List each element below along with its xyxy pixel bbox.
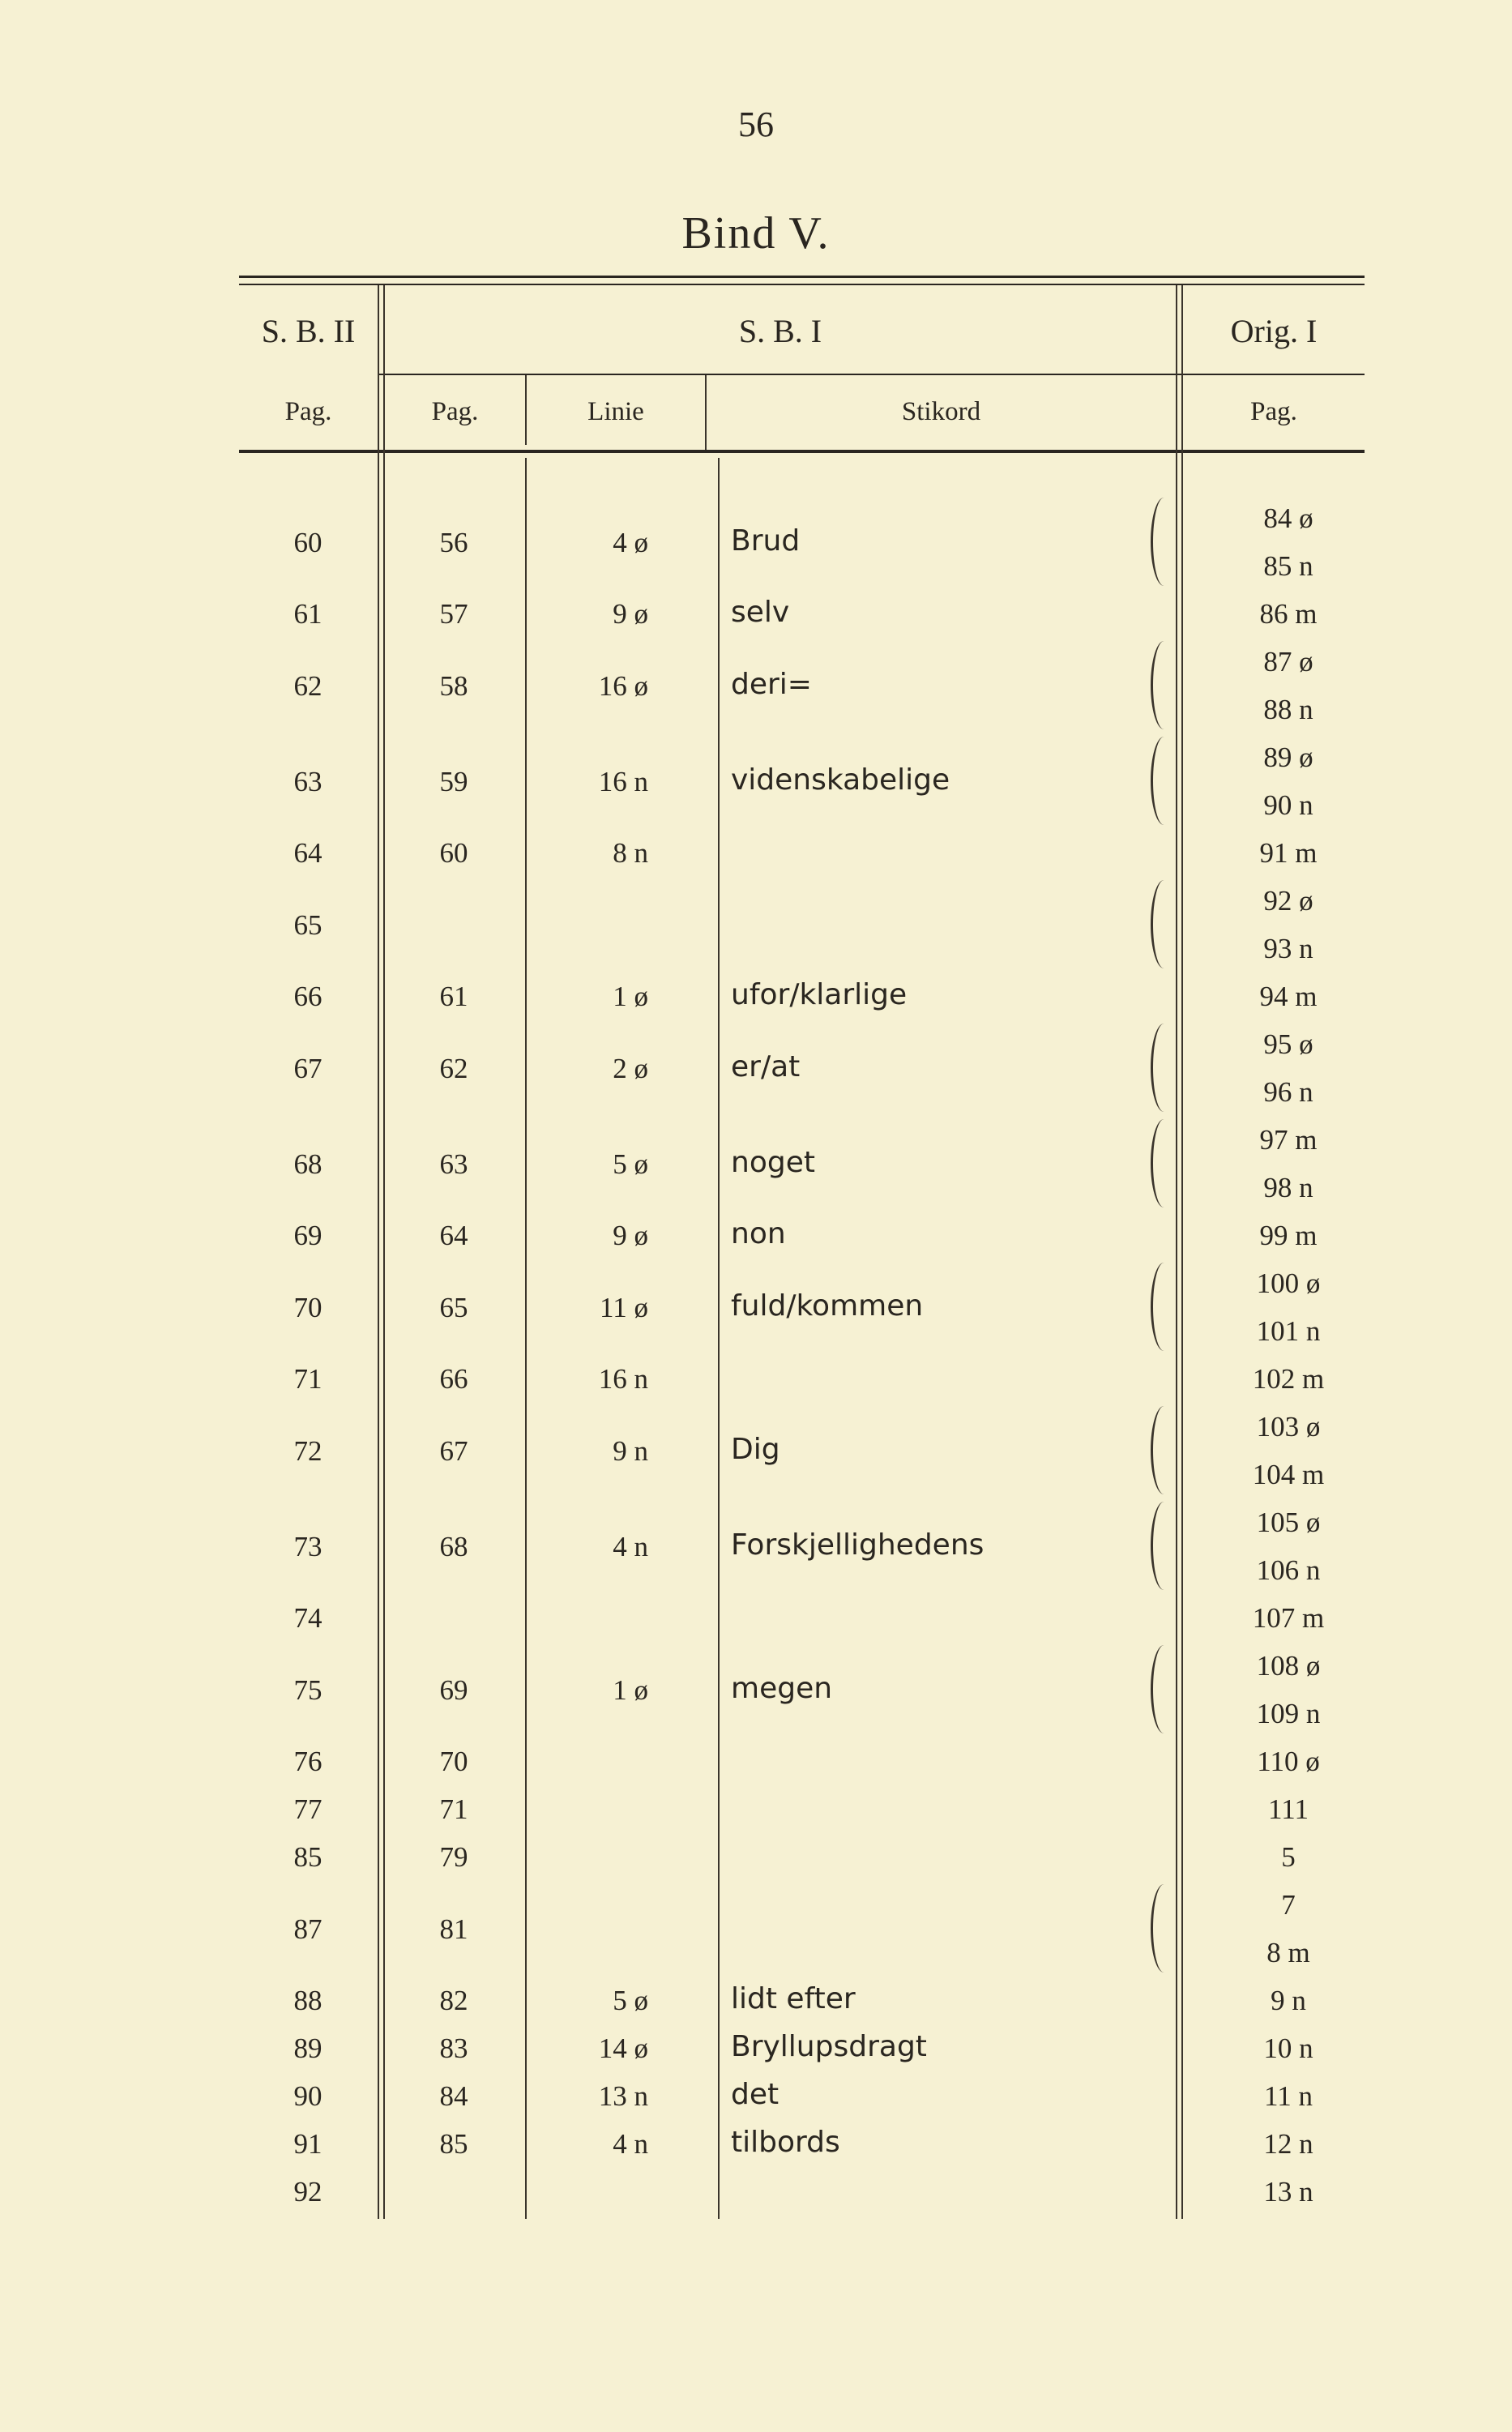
curly-brace	[1151, 1645, 1177, 1733]
sv1-pag-cell: 81	[439, 1913, 468, 1945]
linie-cell: 9 ø	[613, 598, 648, 630]
linie-cell: 4 n	[613, 2128, 648, 2160]
stikord-cell: noget	[731, 1145, 815, 1179]
curly-brace	[1151, 1024, 1177, 1112]
orig-pag-cell: 93 n	[1263, 933, 1313, 964]
orig-pag-cell: 102 m	[1252, 1363, 1325, 1395]
linie-cell: 11 ø	[600, 1291, 648, 1323]
sv2-pag-cell: 69	[293, 1220, 322, 1251]
orig-pag-cell: 110 ø	[1257, 1746, 1320, 1777]
header-group-sv1: S. B. I	[738, 313, 822, 349]
sv1-pag-cell: 68	[439, 1530, 468, 1562]
orig-pag-cell: 89 ø	[1263, 742, 1313, 773]
sv2-pag-cell: 64	[293, 837, 322, 869]
page-number: 56	[738, 105, 774, 144]
sv1-pag-cell: 57	[439, 598, 468, 630]
orig-pag-cell: 94 m	[1259, 981, 1318, 1012]
sv1-pag-cell: 59	[439, 765, 468, 797]
linie-cell: 2 ø	[613, 1052, 648, 1084]
stikord-cell: Forskjellighedens	[731, 1528, 985, 1562]
orig-pag-cell: 103 ø	[1256, 1411, 1321, 1443]
sv2-pag-cell: 75	[293, 1673, 322, 1706]
top-rule-inner	[239, 284, 1365, 285]
sv2-pag-cell: 73	[293, 1530, 322, 1562]
sv1-pag-cell: 61	[439, 981, 468, 1012]
orig-pag-cell: 109 n	[1256, 1698, 1321, 1729]
orig-pag-cell: 106 n	[1256, 1554, 1321, 1586]
stikord-cell: er/at	[731, 1049, 801, 1084]
orig-pag-cell: 101 n	[1256, 1315, 1321, 1347]
stikord-cell: Dig	[731, 1432, 780, 1466]
sv2-pag-cell: 72	[293, 1434, 322, 1467]
sv2-pag-cell: 85	[293, 1841, 322, 1873]
orig-pag-cell: 97 m	[1259, 1124, 1318, 1156]
orig-pag-cell: 5	[1281, 1841, 1296, 1873]
sv2-pag-cell: 90	[293, 2080, 322, 2112]
curly-brace	[1151, 1502, 1177, 1590]
stikord-cell: fuld/kommen	[731, 1289, 924, 1323]
orig-pag-cell: 107 m	[1252, 1602, 1325, 1634]
sv2-pag-cell: 92	[293, 2176, 322, 2208]
subheader-sv2-pag: Pag.	[284, 397, 332, 426]
subheader-linie: Linie	[587, 397, 644, 426]
subheader-orig-pag: Pag.	[1250, 397, 1297, 426]
stikord-cell: tilbords	[731, 2126, 840, 2159]
linie-cell: 4 ø	[613, 526, 648, 558]
stikord-cell: selv	[731, 596, 790, 629]
sv1-pag-cell: 56	[439, 526, 468, 558]
curly-brace	[1151, 1119, 1177, 1207]
linie-cell: 4 n	[613, 1530, 648, 1562]
stikord-cell: videnskabelige	[731, 763, 950, 797]
orig-pag-cell: 8 m	[1266, 1937, 1310, 1968]
orig-pag-cell: 7	[1281, 1889, 1296, 1921]
orig-pag-cell: 91 m	[1259, 837, 1318, 869]
linie-cell: 5 ø	[613, 1148, 648, 1180]
orig-pag-cell: 88 n	[1263, 694, 1313, 725]
stikord-cell: megen	[731, 1671, 833, 1705]
sv2-pag-cell: 77	[293, 1793, 322, 1825]
sv2-pag-cell: 71	[293, 1363, 322, 1395]
linie-cell: 13 n	[598, 2080, 648, 2112]
sv1-pag-cell: 63	[439, 1148, 468, 1180]
orig-pag-cell: 105 ø	[1256, 1507, 1321, 1538]
orig-pag-cell: 95 ø	[1263, 1028, 1313, 1060]
curly-brace	[1151, 1263, 1177, 1351]
sv2-pag-cell: 70	[293, 1291, 322, 1323]
sv1-pag-cell: 70	[439, 1746, 468, 1777]
linie-cell: 1 ø	[613, 1673, 648, 1706]
sv2-pag-cell: 91	[293, 2128, 322, 2160]
subheader-sv1-pag: Pag.	[431, 397, 479, 426]
sv1-pag-cell: 67	[439, 1434, 468, 1467]
orig-pag-cell: 98 n	[1263, 1172, 1313, 1203]
stikord-cell: non	[731, 1217, 786, 1250]
sv2-pag-cell: 65	[293, 908, 322, 941]
sv1-pag-cell: 66	[439, 1363, 468, 1395]
orig-pag-cell: 13 n	[1263, 2176, 1313, 2208]
orig-pag-cell: 84 ø	[1263, 502, 1313, 534]
sv2-pag-cell: 62	[293, 669, 322, 702]
orig-pag-cell: 111	[1268, 1793, 1309, 1825]
orig-pag-cell: 11 n	[1264, 2080, 1313, 2112]
sv2-pag-cell: 63	[293, 765, 322, 797]
col-divider-3-body	[718, 458, 720, 2219]
orig-pag-cell: 96 n	[1263, 1076, 1313, 1108]
stikord-cell: ufor/klarlige	[731, 978, 908, 1011]
orig-pag-cell: 92 ø	[1263, 885, 1313, 917]
curly-brace	[1151, 880, 1177, 968]
sv1-pag-cell: 85	[439, 2128, 468, 2160]
orig-pag-cell: 104 m	[1252, 1459, 1325, 1490]
linie-cell: 5 ø	[613, 1985, 648, 2016]
curly-brace	[1151, 641, 1177, 729]
linie-cell: 16 n	[598, 1363, 648, 1395]
curly-brace	[1151, 737, 1177, 825]
linie-cell: 16 ø	[598, 669, 648, 702]
top-rule	[239, 276, 1365, 278]
sv1-pag-cell: 84	[439, 2080, 468, 2112]
sv1-pag-cell: 83	[439, 2032, 468, 2064]
linie-cell: 16 n	[598, 765, 648, 797]
sv1-pag-cell: 64	[439, 1220, 468, 1251]
header-group-orig: Orig. I	[1230, 313, 1318, 349]
curly-brace	[1151, 1406, 1177, 1494]
linie-cell: 9 n	[613, 1434, 648, 1467]
sv2-pag-cell: 88	[293, 1985, 322, 2016]
header-divider	[379, 374, 1365, 375]
sv1-pag-cell: 58	[439, 669, 468, 702]
orig-pag-cell: 10 n	[1263, 2032, 1313, 2064]
linie-cell: 9 ø	[613, 1220, 648, 1251]
sv1-pag-cell: 69	[439, 1673, 468, 1706]
sv2-pag-cell: 89	[293, 2032, 322, 2064]
sv2-pag-cell: 74	[293, 1602, 322, 1634]
orig-pag-cell: 9 n	[1271, 1985, 1306, 2016]
orig-pag-cell: 90 n	[1263, 789, 1313, 821]
stikord-cell: deri=	[731, 667, 812, 701]
orig-pag-cell: 100 ø	[1256, 1267, 1321, 1299]
sv1-pag-cell: 65	[439, 1291, 468, 1323]
stikord-cell: det	[731, 2078, 779, 2111]
sv1-pag-cell: 71	[439, 1793, 468, 1825]
col-divider-4b	[1181, 285, 1183, 2219]
linie-cell: 8 n	[613, 837, 648, 869]
stikord-cell: Bryllupsdragt	[731, 2030, 927, 2063]
orig-pag-cell: 87 ø	[1263, 646, 1313, 677]
orig-pag-cell: 12 n	[1263, 2128, 1313, 2160]
sv2-pag-cell: 76	[293, 1746, 322, 1777]
header-bottom-rule	[239, 450, 1365, 453]
subheader-stikord: Stikord	[901, 397, 981, 426]
sv1-pag-cell: 79	[439, 1841, 468, 1873]
linie-cell: 1 ø	[613, 981, 648, 1012]
curly-brace	[1151, 498, 1177, 586]
sv2-pag-cell: 87	[293, 1913, 322, 1945]
orig-pag-cell: 86 m	[1259, 598, 1318, 630]
sv2-pag-cell: 67	[293, 1052, 322, 1084]
sv1-pag-cell: 60	[439, 837, 468, 869]
sv2-pag-cell: 66	[293, 981, 322, 1012]
sv2-pag-cell: 68	[293, 1148, 322, 1180]
stikord-cell: Brud	[731, 524, 801, 558]
orig-pag-cell: 99 m	[1259, 1220, 1318, 1251]
orig-pag-cell: 85 n	[1263, 550, 1313, 582]
sv2-pag-cell: 61	[293, 598, 322, 630]
header-group-sv2: S. B. II	[261, 313, 356, 349]
orig-pag-cell: 108 ø	[1256, 1650, 1321, 1682]
sv1-pag-cell: 82	[439, 1985, 468, 2016]
curly-brace	[1151, 1884, 1177, 1973]
col-divider-1b	[383, 285, 385, 2219]
linie-cell: 14 ø	[598, 2032, 648, 2064]
sv2-pag-cell: 60	[293, 526, 322, 558]
col-divider-2-body	[525, 458, 527, 2219]
page-title: Bind V.	[681, 208, 831, 259]
col-divider-1a	[378, 285, 379, 2219]
stikord-cell: lidt efter	[731, 1982, 856, 2015]
sv1-pag-cell: 62	[439, 1052, 468, 1084]
